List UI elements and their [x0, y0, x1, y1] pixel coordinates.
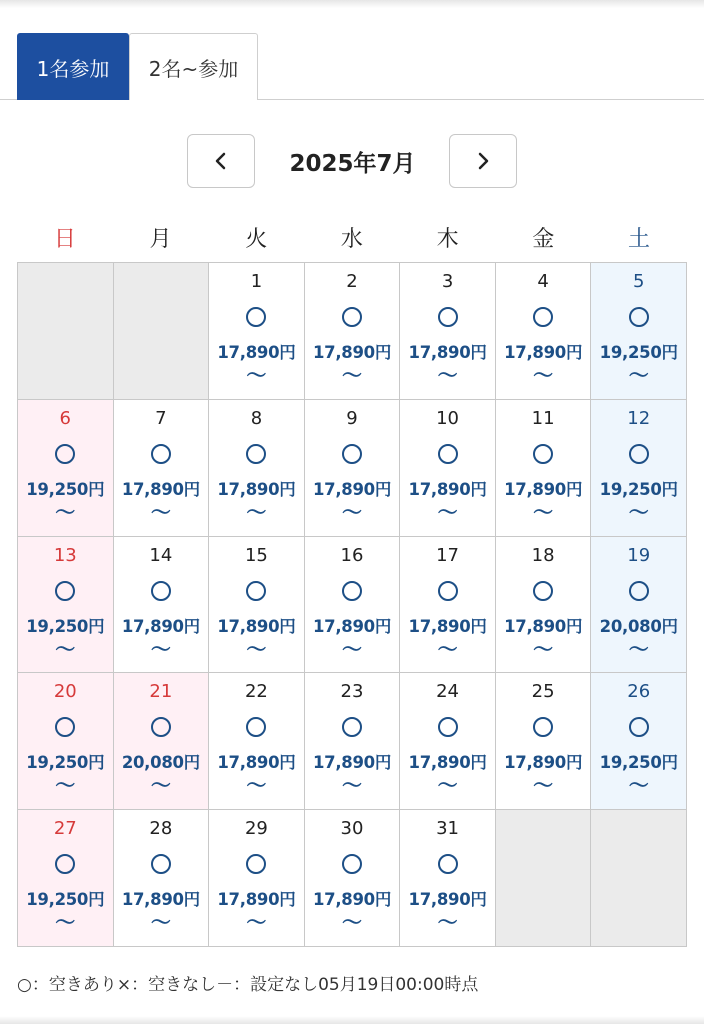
price-from-tilde: 〜 [533, 363, 554, 387]
calendar-day-cell[interactable] [18, 810, 114, 947]
day-price: 17,890円 [121, 616, 200, 636]
day-price: 20,080円 [121, 753, 200, 773]
calendar-empty-cell [114, 263, 210, 400]
day-price: 17,890円 [504, 753, 583, 773]
price-from-tilde: 〜 [628, 773, 649, 798]
day-number: 25 [531, 681, 555, 703]
month-navigation [0, 134, 704, 189]
calendar-day-cell[interactable] [18, 673, 114, 810]
calendar-day-cell[interactable] [18, 537, 114, 674]
price-from-tilde: 〜 [341, 499, 362, 524]
day-number: 23 [340, 681, 364, 703]
price-from-tilde: 〜 [341, 910, 362, 935]
day-price: 17,890円 [312, 890, 392, 910]
day-number: 30 [340, 818, 364, 840]
availability-legend: ○：空きあり×：空きなし－：設定なし05月19日00:00時点 [17, 975, 479, 995]
available-circle-icon [246, 581, 266, 601]
weekday-monday: 月 [149, 227, 172, 252]
price-from-tilde: 〜 [150, 499, 171, 524]
weekday-thursday: 木 [436, 227, 459, 252]
calendar-day-cell[interactable] [400, 400, 496, 537]
available-circle-icon [438, 581, 458, 601]
day-price: 19,250円 [599, 479, 678, 499]
available-circle-icon [438, 717, 458, 737]
day-number: 8 [250, 407, 263, 429]
calendar-empty-cell [496, 810, 592, 947]
day-price: 17,890円 [408, 890, 487, 910]
calendar-day-cell[interactable] [591, 673, 687, 810]
price-from-tilde: 〜 [341, 363, 362, 387]
price-from-tilde: 〜 [341, 636, 362, 661]
calendar-day-cell[interactable] [591, 263, 687, 400]
day-price: 17,890円 [217, 753, 296, 773]
calendar-day-cell[interactable] [305, 673, 401, 810]
available-circle-icon [438, 854, 458, 874]
price-from-tilde: 〜 [628, 636, 649, 661]
available-circle-icon [629, 717, 649, 737]
weekday-sunday: 日 [53, 227, 76, 252]
day-number: 26 [627, 681, 651, 703]
day-price: 17,890円 [217, 890, 296, 910]
price-from-tilde: 〜 [246, 773, 267, 798]
calendar-day-cell[interactable] [18, 400, 114, 537]
day-price: 17,890円 [312, 343, 392, 362]
calendar-day-cell[interactable] [305, 537, 401, 674]
available-circle-icon [55, 717, 75, 737]
day-price: 17,890円 [504, 343, 583, 362]
day-price: 19,250円 [599, 753, 678, 773]
calendar-day-cell[interactable] [496, 537, 592, 674]
calendar-day-cell[interactable] [496, 400, 592, 537]
available-circle-icon [533, 307, 553, 327]
day-number: 9 [346, 407, 358, 429]
calendar-day-cell[interactable] [209, 263, 305, 400]
day-price: 17,890円 [408, 616, 487, 636]
available-circle-icon [438, 307, 458, 327]
available-circle-icon [533, 581, 553, 601]
price-from-tilde: 〜 [437, 363, 458, 387]
weekday-saturday: 土 [627, 227, 650, 252]
day-number: 17 [436, 544, 460, 566]
calendar-day-cell[interactable] [305, 810, 401, 947]
price-from-tilde: 〜 [437, 499, 458, 524]
price-from-tilde: 〜 [150, 636, 171, 661]
calendar-day-cell[interactable] [209, 673, 305, 810]
day-price: 17,890円 [312, 479, 392, 499]
price-from-tilde: 〜 [437, 910, 458, 935]
price-from-tilde: 〜 [55, 499, 76, 524]
day-number: 18 [531, 544, 555, 566]
available-circle-icon [151, 717, 171, 737]
calendar-day-cell[interactable] [305, 263, 401, 400]
day-number: 10 [436, 407, 460, 429]
day-number: 7 [155, 407, 167, 429]
available-circle-icon [246, 444, 266, 464]
price-from-tilde: 〜 [55, 636, 76, 661]
available-circle-icon [342, 307, 362, 327]
price-from-tilde: 〜 [437, 636, 458, 661]
day-price: 17,890円 [408, 479, 487, 499]
available-circle-icon [342, 581, 362, 601]
day-price: 20,080円 [599, 616, 678, 636]
price-from-tilde: 〜 [246, 636, 267, 661]
weekday-tuesday: 火 [245, 227, 268, 252]
day-price: 17,890円 [408, 343, 487, 362]
calendar-day-cell[interactable] [305, 400, 401, 537]
weekday-header [17, 222, 687, 258]
available-circle-icon [246, 854, 266, 874]
available-circle-icon [533, 717, 553, 737]
available-circle-icon [629, 444, 649, 464]
day-number: 24 [436, 681, 460, 703]
price-from-tilde: 〜 [55, 773, 76, 798]
bottom-shadow [0, 1016, 704, 1024]
price-from-tilde: 〜 [246, 910, 267, 935]
price-from-tilde: 〜 [150, 910, 171, 935]
calendar-empty-cell [18, 263, 114, 400]
day-number: 22 [244, 681, 268, 703]
calendar-day-cell[interactable] [209, 537, 305, 674]
available-circle-icon [246, 717, 266, 737]
day-number: 6 [59, 407, 71, 429]
day-number: 15 [244, 544, 268, 566]
available-circle-icon [342, 854, 362, 874]
calendar-day-cell[interactable] [496, 263, 592, 400]
price-from-tilde: 〜 [533, 773, 554, 798]
weekday-wednesday: 水 [340, 227, 363, 252]
calendar-day-cell[interactable] [114, 673, 210, 810]
chevron-right-icon [475, 151, 491, 171]
day-number: 11 [531, 407, 555, 429]
price-from-tilde: 〜 [341, 773, 362, 798]
price-from-tilde: 〜 [246, 363, 267, 387]
day-price: 19,250円 [26, 753, 105, 773]
day-number: 16 [340, 544, 364, 566]
day-number: 28 [149, 818, 173, 840]
day-price: 19,250円 [599, 343, 678, 362]
day-number: 13 [53, 544, 77, 566]
available-circle-icon [151, 854, 171, 874]
available-circle-icon [55, 581, 75, 601]
available-circle-icon [629, 581, 649, 601]
day-number: 29 [244, 818, 268, 840]
day-price: 17,890円 [408, 753, 487, 773]
participant-tabs [0, 33, 704, 100]
day-price: 19,250円 [26, 479, 105, 499]
calendar-day-cell[interactable] [114, 810, 210, 947]
weekday-friday: 金 [532, 227, 555, 252]
calendar-empty-cell [591, 810, 687, 947]
day-price: 17,890円 [217, 616, 296, 636]
available-circle-icon [438, 444, 458, 464]
prev-month-button[interactable] [187, 134, 255, 188]
available-circle-icon [342, 717, 362, 737]
calendar-day-cell[interactable] [209, 810, 305, 947]
calendar-day-cell[interactable] [209, 400, 305, 537]
day-number: 27 [53, 818, 77, 840]
day-price: 19,250円 [26, 616, 105, 636]
day-price: 17,890円 [504, 479, 583, 499]
day-price: 17,890円 [121, 479, 200, 499]
calendar-day-cell[interactable] [400, 673, 496, 810]
calendar-day-cell[interactable] [400, 537, 496, 674]
day-price: 17,890円 [121, 890, 200, 910]
calendar-day-cell[interactable] [591, 537, 687, 674]
price-from-tilde: 〜 [533, 499, 554, 524]
day-price: 17,890円 [312, 753, 392, 773]
day-number: 19 [627, 544, 651, 566]
calendar-grid [17, 262, 687, 947]
day-price: 17,890円 [217, 343, 296, 362]
day-number: 4 [537, 271, 549, 292]
calendar-day-cell[interactable] [496, 673, 592, 810]
price-from-tilde: 〜 [150, 773, 171, 798]
day-price: 17,890円 [217, 479, 296, 499]
day-number: 1 [250, 271, 263, 292]
available-circle-icon [151, 581, 171, 601]
calendar-day-cell[interactable] [591, 400, 687, 537]
day-number: 31 [436, 818, 460, 840]
price-from-tilde: 〜 [55, 910, 76, 935]
top-shadow [0, 0, 704, 8]
available-circle-icon [55, 854, 75, 874]
day-number: 2 [346, 271, 358, 292]
day-number: 3 [441, 271, 454, 292]
day-number: 5 [632, 271, 645, 292]
available-circle-icon [55, 444, 75, 464]
available-circle-icon [533, 444, 553, 464]
tab-one-person[interactable]: 1名参加 [17, 33, 129, 100]
available-circle-icon [151, 444, 171, 464]
day-number: 20 [53, 681, 77, 703]
day-number: 14 [149, 544, 173, 566]
price-from-tilde: 〜 [533, 636, 554, 661]
day-price: 17,890円 [504, 616, 583, 636]
day-number: 12 [627, 407, 651, 429]
available-circle-icon [629, 307, 649, 327]
next-month-button[interactable] [449, 134, 517, 188]
tab-two-or-more[interactable]: 2名~参加 [129, 33, 258, 100]
available-circle-icon [342, 444, 362, 464]
calendar-day-cell[interactable] [114, 400, 210, 537]
calendar-day-cell[interactable] [400, 810, 496, 947]
available-circle-icon [246, 307, 266, 327]
calendar-day-cell[interactable] [114, 537, 210, 674]
month-title: 2025年7月 [289, 150, 416, 177]
chevron-left-icon [213, 151, 229, 171]
price-from-tilde: 〜 [246, 499, 267, 524]
price-from-tilde: 〜 [437, 773, 458, 798]
day-price: 17,890円 [312, 616, 392, 636]
price-from-tilde: 〜 [628, 499, 649, 524]
day-number: 21 [149, 681, 173, 703]
price-from-tilde: 〜 [628, 363, 649, 387]
day-price: 19,250円 [26, 890, 105, 910]
calendar-day-cell[interactable] [400, 263, 496, 400]
